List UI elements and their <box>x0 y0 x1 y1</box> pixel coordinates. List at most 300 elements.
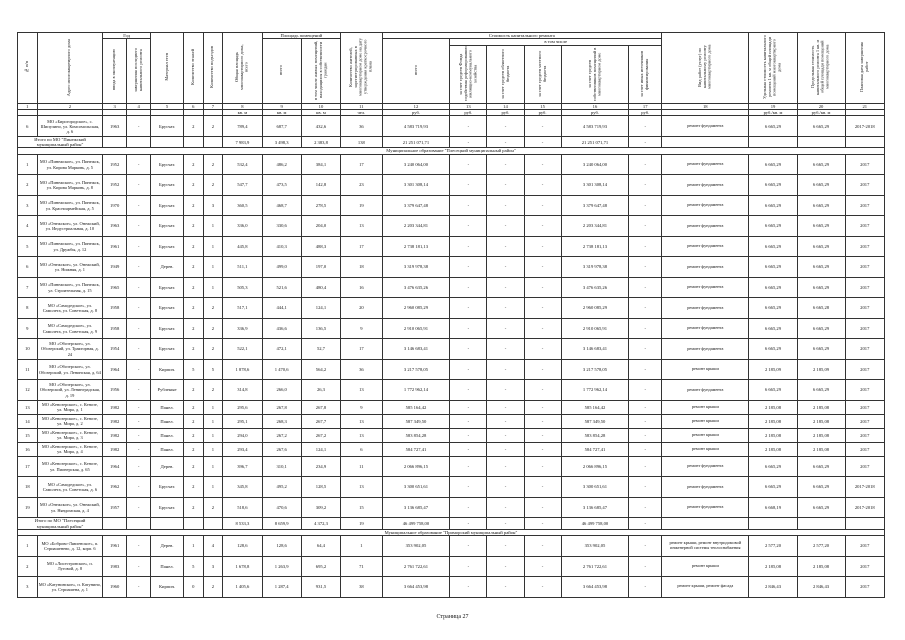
table-cell: 204,0 <box>301 216 340 237</box>
table-cell: 585 164,42 <box>561 400 629 414</box>
table-cell: - <box>127 216 151 237</box>
table-cell: - <box>524 428 561 442</box>
table-cell: 128,6 <box>223 536 262 557</box>
table-cell: Рубленые <box>151 380 184 401</box>
table-cell: 2 <box>183 257 203 278</box>
table-cell: 13 <box>341 216 382 237</box>
table-row <box>18 298 885 319</box>
subtotal-cell: - <box>629 518 662 530</box>
table-cell: 2017-2018 <box>845 497 884 518</box>
table-cell: 1 678,8 <box>223 556 262 577</box>
table-cell: 432,6 <box>301 116 340 137</box>
table-cell: 789,4 <box>223 116 262 137</box>
table-cell: - <box>487 216 524 237</box>
table-cell: 3 379 647,48 <box>561 195 629 216</box>
column-unit: кв. м <box>262 110 301 116</box>
column-unit: руб. <box>561 110 629 116</box>
table-cell: 2017 <box>845 414 884 428</box>
table-cell: - <box>524 477 561 498</box>
table-cell: 6 665,29 <box>797 257 845 278</box>
address-cell: МО «Пинежское», ул. Пинежск, ул. Кирова Марковь, д. 8 <box>37 175 103 196</box>
table-cell: 587 349,50 <box>561 414 629 428</box>
work-type-cell: ремонт фундамента <box>662 497 749 518</box>
address-cell: МО «Пинежское», ул. Пинежск, ул. Кирова Марковь, д. 5 <box>37 154 103 175</box>
column-unit: руб. <box>487 110 524 116</box>
table-cell: 2 <box>203 497 223 518</box>
table-cell: - <box>487 414 524 428</box>
subtotal-cell: - <box>629 136 662 148</box>
address-cell: МО «Самодедское», ул. Самолета, ул. Советская, д. 6 <box>37 477 103 498</box>
table-cell: 11 <box>18 359 38 380</box>
table-cell: 9 <box>341 318 382 339</box>
table-row <box>18 359 885 380</box>
address-cell: МО «Кенозерское», с. Кенозе, ул. Мира, д. 2 <box>37 414 103 428</box>
table-cell: 1 <box>203 400 223 414</box>
work-type-cell: ремонт фундамента <box>662 236 749 257</box>
table-cell: Панел. <box>151 556 184 577</box>
table-cell: 2 <box>183 154 203 175</box>
subtotal-cell: 8 659,9 <box>262 518 301 530</box>
table-cell: 23 <box>341 175 382 196</box>
table-cell: 3 240 064,00 <box>382 154 450 175</box>
table-cell: 2 185,09 <box>797 359 845 380</box>
table-cell: Кирпич. <box>151 359 184 380</box>
table-cell: - <box>629 442 662 456</box>
column-number: 9 <box>262 103 301 109</box>
table-cell: 1 <box>341 536 382 557</box>
table-cell: 1 263,9 <box>262 556 301 577</box>
table-cell: - <box>629 556 662 577</box>
table-cell: 2017 <box>845 359 884 380</box>
table-cell: 6 <box>341 442 382 456</box>
table-cell: - <box>450 175 487 196</box>
table-cell: 2 <box>183 380 203 401</box>
table-cell: Брусчат. <box>151 298 184 319</box>
subtotal-label: Итого по МО "Плесецкий муниципальный район" <box>18 518 103 530</box>
table-cell: - <box>524 442 561 456</box>
table-cell: 3 301 308,14 <box>561 175 629 196</box>
table-cell: 128,5 <box>301 477 340 498</box>
address-cell: МО «Пинежское», ул. Пинежск, ул. Дружбы, д. 12 <box>37 236 103 257</box>
table-cell: 522,1 <box>223 339 262 360</box>
table-cell: 52,7 <box>301 339 340 360</box>
header-cost: Стоимость капитального ремонта <box>382 33 662 39</box>
table-cell: - <box>127 497 151 518</box>
header-total-area: Общая площадь многоквартирного дома, всего <box>223 33 262 104</box>
table-cell: - <box>127 428 151 442</box>
column-number: 19 <box>749 103 797 109</box>
table-cell: 436,6 <box>262 318 301 339</box>
header-year: Год <box>103 33 151 39</box>
table-cell: 6 665,29 <box>749 380 797 401</box>
address-cell: МО «Боброво-Лявленское», п. Стриашенево, д. 12, корп. 6 <box>37 536 103 557</box>
table-cell: 266,0 <box>262 380 301 401</box>
table-cell: - <box>450 116 487 137</box>
address-cell: МО «Обозерское», ул. Обозерский, ул. Ленинградская, д. 19 <box>37 380 103 401</box>
table-cell: 6 665,29 <box>797 154 845 175</box>
table-cell: Брусчат. <box>151 277 184 298</box>
table-cell: 1 <box>18 536 38 557</box>
table-cell: - <box>487 116 524 137</box>
subtotal-cell <box>103 136 127 148</box>
table-cell: Брусчат. <box>151 216 184 237</box>
table-cell: 1957 <box>103 497 127 518</box>
table-cell: - <box>487 442 524 456</box>
table-cell: Брусчат. <box>151 318 184 339</box>
table-cell: 6 <box>18 116 38 137</box>
table-cell: Брусчат. <box>151 154 184 175</box>
address-cell: МО «Кенозерское», с. Кенозе, ул. Мира, д. 4 <box>37 442 103 456</box>
table-cell: - <box>127 154 151 175</box>
table-cell: - <box>450 414 487 428</box>
table-cell: - <box>450 380 487 401</box>
table-cell: 505,3 <box>223 277 262 298</box>
header-year-built: ввода в эксплуатацию <box>103 39 127 104</box>
subtotal-cell: 21 251 071,71 <box>382 136 450 148</box>
table-cell: - <box>450 536 487 557</box>
table-cell: 124,1 <box>301 442 340 456</box>
table-cell: 6 665,29 <box>797 318 845 339</box>
table-cell: 13 <box>341 428 382 442</box>
table-cell: 1 878,6 <box>223 359 262 380</box>
column-number: 21 <box>845 103 884 109</box>
work-type-cell: ремонт фундамента <box>662 298 749 319</box>
header-area-owned: в том числе жилых помещений, находящихся в собственности граждан <box>301 39 340 104</box>
header-no: № п/п <box>18 33 38 104</box>
address-cell: МО «Кенозерское», с. Кенозе, ул. Пионерская, д. 65 <box>37 456 103 477</box>
column-number: 2 <box>37 103 103 109</box>
table-cell: Панел. <box>151 442 184 456</box>
table-cell: 2 185,08 <box>749 414 797 428</box>
table-row <box>18 216 885 237</box>
subtotal-cell: 46 499 758,00 <box>382 518 450 530</box>
table-cell: 2 <box>203 380 223 401</box>
table-cell: - <box>629 195 662 216</box>
table-cell: 2017 <box>845 257 884 278</box>
table-cell: 14 <box>18 414 38 428</box>
address-cell: МО «Обозерское», ул. Обозерский, ул. Тракторная, д. 24 <box>37 339 103 360</box>
table-cell: 17 <box>341 236 382 257</box>
table-cell: 309,2 <box>301 497 340 518</box>
column-number: 16 <box>561 103 629 109</box>
table-cell: 931,5 <box>301 577 340 598</box>
address-cell: МО «Онежское», ул. Онежский, ул. Нижняя, д. 1 <box>37 257 103 278</box>
table-cell: 6 665,29 <box>749 175 797 196</box>
table-cell: 2 <box>183 400 203 414</box>
subtotal-cell: 138 <box>341 136 382 148</box>
table-cell: 6 665,29 <box>749 339 797 360</box>
table-cell: Брусчат. <box>151 175 184 196</box>
table-cell: - <box>487 536 524 557</box>
table-cell: 2 <box>18 175 38 196</box>
table-cell: 3 <box>203 556 223 577</box>
subtotal-cell: - <box>524 518 561 530</box>
table-cell: 2 738 181,13 <box>561 236 629 257</box>
table-cell: 1 470,6 <box>262 359 301 380</box>
table-cell: - <box>487 277 524 298</box>
table-cell: - <box>450 318 487 339</box>
table-cell: - <box>450 556 487 577</box>
table-cell: 3 300 651,61 <box>382 477 450 498</box>
work-type-cell: ремонт фундамента <box>662 477 749 498</box>
table-cell: 8 <box>18 298 38 319</box>
table-cell: 6 665,29 <box>749 154 797 175</box>
subtotal-cell <box>103 518 127 530</box>
table-cell: - <box>487 577 524 598</box>
section-heading: Муниципальное образование "Приморский муниципальный район" <box>18 529 885 535</box>
work-type-cell: ремонт фундамента <box>662 277 749 298</box>
work-type-cell: ремонт крыши <box>662 556 749 577</box>
table-cell: 267,8 <box>301 400 340 414</box>
table-cell: 3 <box>203 195 223 216</box>
table-cell: 2 <box>203 339 223 360</box>
table-cell: 128,6 <box>262 536 301 557</box>
table-cell: 36 <box>341 116 382 137</box>
table-cell: 2017 <box>845 195 884 216</box>
table-cell: - <box>127 477 151 498</box>
table-cell: 3 136 685,47 <box>382 497 450 518</box>
table-cell: 3 664 453,98 <box>561 577 629 598</box>
table-row <box>18 400 885 414</box>
work-type-cell: ремонт крыши, ремонт внутридомовой инженерной системы теплоснабжения <box>662 536 749 557</box>
table-cell: 1964 <box>103 456 127 477</box>
table-cell: 2 <box>18 556 38 577</box>
table-cell: 444,1 <box>262 298 301 319</box>
table-cell: 1952 <box>103 154 127 175</box>
table-cell: 13 <box>18 400 38 414</box>
header-floors: Количество этажей <box>183 33 203 104</box>
table-cell: 3 379 647,48 <box>382 195 450 216</box>
table-cell: 6 665,29 <box>797 497 845 518</box>
table-cell: 6 <box>18 257 38 278</box>
column-number: 13 <box>450 103 487 109</box>
table-cell: 2017 <box>845 298 884 319</box>
table-cell: 2017-2018 <box>845 477 884 498</box>
table-row <box>18 414 885 428</box>
table-cell: 0 <box>183 577 203 598</box>
work-type-cell: ремонт крыши, ремонт фасада <box>662 577 749 598</box>
table-cell: Брусчат. <box>151 236 184 257</box>
table-cell: 6 668,19 <box>749 497 797 518</box>
table-cell: 695,2 <box>301 556 340 577</box>
table-cell: 1 <box>203 442 223 456</box>
table-cell: 2 185,08 <box>797 414 845 428</box>
address-cell: МО «Пинежское», ул. Пинежск, ул. Красноармейская, д. 5 <box>37 195 103 216</box>
table-cell: 267,7 <box>301 414 340 428</box>
table-cell: - <box>524 577 561 598</box>
work-type-cell: ремонт фундамента <box>662 257 749 278</box>
table-cell: 2017-2018 <box>845 116 884 137</box>
table-cell: - <box>450 456 487 477</box>
subtotal-cell: 4 372,3 <box>301 518 340 530</box>
subtotal-cell: 7 983,9 <box>223 136 262 148</box>
column-number: 7 <box>203 103 223 109</box>
table-cell: 6 665,28 <box>797 298 845 319</box>
column-number: 14 <box>487 103 524 109</box>
table-cell: 396,7 <box>223 456 262 477</box>
table-cell: 2 <box>203 116 223 137</box>
table-cell: 1960 <box>103 577 127 598</box>
table-cell: 2017 <box>845 339 884 360</box>
table-cell: 583 854,28 <box>561 428 629 442</box>
header-cost-region: за счет средств областного бюджета <box>487 45 524 103</box>
address-cell: МО «Кенозерское», с. Кенозе, ул. Мира, д. 1 <box>37 400 103 414</box>
table-row <box>18 556 885 577</box>
table-cell: 13 <box>341 477 382 498</box>
table-cell: 6 665,29 <box>749 298 797 319</box>
column-number: 12 <box>382 103 450 109</box>
table-cell: 3 217 578,05 <box>561 359 629 380</box>
table-cell: 1 772 962,14 <box>382 380 450 401</box>
table-cell: 3 146 683,41 <box>561 339 629 360</box>
header-wall: Материал стен <box>151 33 184 104</box>
subtotal-cell <box>845 136 884 148</box>
column-number: 4 <box>127 103 151 109</box>
table-cell: - <box>487 400 524 414</box>
address-cell: МО «Обозерское», ул. Обозерский, ул. Ленинская, д. 64 <box>37 359 103 380</box>
header-plan-date: Плановая дата завершения работ <box>845 33 884 104</box>
column-unit: кв. м <box>223 110 262 116</box>
table-row <box>18 318 885 339</box>
table-cell: 2017 <box>845 277 884 298</box>
subtotal-cell <box>797 518 845 530</box>
table-cell: - <box>524 359 561 380</box>
table-cell: 6 665,29 <box>749 277 797 298</box>
table-cell: Брусчат. <box>151 195 184 216</box>
table-row <box>18 577 885 598</box>
subtotal-cell <box>662 136 749 148</box>
table-cell: 1958 <box>103 318 127 339</box>
table-cell: 2 910 065,91 <box>561 318 629 339</box>
address-cell: МО «Катунинское», п. Катунино, ул. Стриашена, д. 1 <box>37 577 103 598</box>
table-cell: 6 665,29 <box>797 175 845 196</box>
table-cell: 1 <box>203 414 223 428</box>
table-cell: - <box>629 400 662 414</box>
table-cell: 2 846,43 <box>797 577 845 598</box>
table-cell: 2 761 722,61 <box>561 556 629 577</box>
table-row <box>18 154 885 175</box>
table-cell: - <box>487 195 524 216</box>
table-cell: - <box>450 195 487 216</box>
table-cell: 345,8 <box>223 477 262 498</box>
column-unit: руб. <box>629 110 662 116</box>
table-cell: 687,7 <box>262 116 301 137</box>
table-cell: 353 902,05 <box>561 536 629 557</box>
table-cell: 353 902,05 <box>382 536 450 557</box>
header-cost-total: всего <box>382 39 450 104</box>
work-type-cell: ремонт крыши <box>662 428 749 442</box>
table-cell: 518,6 <box>223 497 262 518</box>
table-cell: 9 <box>341 400 382 414</box>
subtotal-cell <box>183 136 203 148</box>
table-cell: 2 <box>203 175 223 196</box>
table-cell: 16 <box>341 277 382 298</box>
table-cell: 2 <box>183 116 203 137</box>
table-cell: 2 <box>183 216 203 237</box>
header-year-repair: завершения последнего капитального ремонта <box>127 39 151 104</box>
table-cell: - <box>629 477 662 498</box>
table-cell: 468,7 <box>262 195 301 216</box>
table-row <box>18 277 885 298</box>
table-cell: 9 <box>18 318 38 339</box>
header-limit-cost: Предельная стоимость капитального ремонта 1 кв. м общей площади помещений многоквартирного дома <box>797 33 845 104</box>
table-cell: 2 185,08 <box>749 556 797 577</box>
column-number: 11 <box>341 103 382 109</box>
table-cell: 1 <box>203 236 223 257</box>
address-cell: МО «Онежское», ул. Онежский, ул. Няндомская, д. 4 <box>37 497 103 518</box>
table-cell: - <box>450 154 487 175</box>
table-cell: 5 <box>183 359 203 380</box>
column-unit: руб. <box>450 110 487 116</box>
table-cell: - <box>629 298 662 319</box>
table-cell: 4 583 719,93 <box>382 116 450 137</box>
column-number: 6 <box>183 103 203 109</box>
header-residents: Количество жителей, зарегистрированных в многоквартирном доме на дату утверждения краткосрочного плана <box>341 33 382 104</box>
table-cell: - <box>487 359 524 380</box>
table-cell: 3 <box>18 195 38 216</box>
table-cell: 2 <box>183 456 203 477</box>
table-cell: 2 <box>183 497 203 518</box>
table-cell: 1 <box>203 216 223 237</box>
column-number: 15 <box>524 103 561 109</box>
header-unit-cost: Удельная стоимость капитального ремонта 1 кв. м общей площади помещений многоквартирного дома <box>749 33 797 104</box>
table-cell: Дерев. <box>151 536 184 557</box>
table-cell: 310,1 <box>262 456 301 477</box>
header-cost-other: за счет иных источников финансирования <box>629 45 662 103</box>
table-cell: 267,8 <box>262 400 301 414</box>
table-cell: 267,2 <box>262 428 301 442</box>
table-cell: - <box>629 456 662 477</box>
table-cell: 2017 <box>845 175 884 196</box>
header-area-all: всего <box>262 39 301 104</box>
table-cell: 1965 <box>103 277 127 298</box>
table-cell: - <box>524 154 561 175</box>
table-cell: - <box>450 497 487 518</box>
table-cell: - <box>629 359 662 380</box>
table-cell: 2 066 896,15 <box>561 456 629 477</box>
table-cell: Брусчат. <box>151 116 184 137</box>
table-cell: - <box>450 442 487 456</box>
table-cell: 295,6 <box>223 400 262 414</box>
table-cell: - <box>127 116 151 137</box>
table-cell: 1962 <box>103 477 127 498</box>
work-type-cell: ремонт крыши <box>662 414 749 428</box>
table-cell: - <box>487 477 524 498</box>
table-cell: - <box>450 277 487 298</box>
table-cell: 278,5 <box>301 195 340 216</box>
table-cell: 2 <box>183 414 203 428</box>
table-cell: 1982 <box>103 414 127 428</box>
table-cell: 6 665,29 <box>797 456 845 477</box>
table-cell: Брусчат. <box>151 477 184 498</box>
table-cell: 2 910 065,91 <box>382 318 450 339</box>
table-cell: 564,2 <box>301 359 340 380</box>
table-cell: - <box>524 536 561 557</box>
table-cell: Брусчат. <box>151 497 184 518</box>
table-cell: 6 665,29 <box>797 277 845 298</box>
table-cell: 472,1 <box>262 339 301 360</box>
table-cell: - <box>524 318 561 339</box>
subtotal-cell: 19 <box>341 518 382 530</box>
table-cell: - <box>127 414 151 428</box>
subtotal-cell <box>183 518 203 530</box>
table-cell: - <box>127 339 151 360</box>
table-cell: - <box>487 497 524 518</box>
table-cell: 17 <box>341 339 382 360</box>
table-cell: 1961 <box>103 536 127 557</box>
address-cell: МО «Онежское», ул. Онежский, ул. Индустриальная, д. 10 <box>37 216 103 237</box>
subtotal-cell: 21 251 071,71 <box>561 136 629 148</box>
